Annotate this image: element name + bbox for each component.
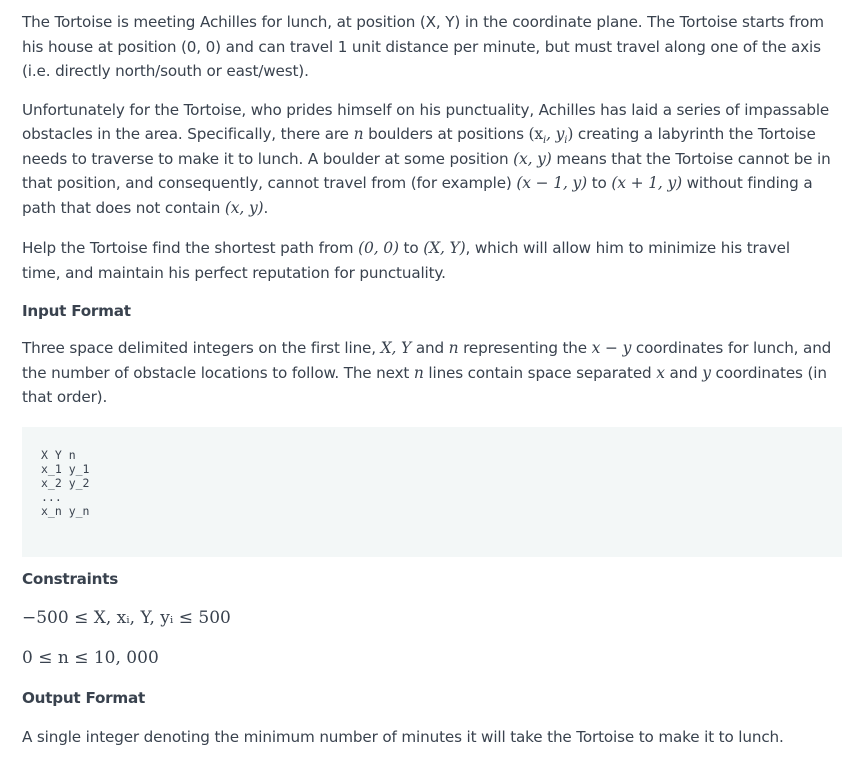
goal-text-b: , which will allow him to minimize his travel time, and maintain his perfect reputation for punctuality.: [22, 239, 790, 282]
math-sub-i: i: [564, 135, 568, 147]
math-sub-i: i: [543, 135, 547, 147]
obstacles-to-word: to: [587, 174, 612, 192]
obstacles-text-c: creating a labyrinth the Tortoise needs to traverse to make it to lunch. A boulder at some position: [22, 125, 816, 168]
math-xy: (x, y): [513, 149, 552, 168]
output-format-paragraph: A single integer denoting the minimum number of minutes it will take the Tortoise to make it to lunch.: [22, 727, 784, 746]
math-boulder-pos: [528, 125, 574, 147]
obstacles-text-b: boulders at positions: [363, 125, 529, 143]
math-from: (x − 1, y): [516, 174, 588, 192]
goal-to-word: to: [398, 239, 424, 257]
math-y: y: [702, 363, 711, 382]
constraint-coordinates: −500 ≤ X, xᵢ, Y, yᵢ ≤ 500: [22, 607, 231, 628]
output-format-heading: Output Format: [22, 688, 145, 707]
math-xy-caps: X, Y: [380, 339, 412, 357]
math-origin: (0, 0): [358, 239, 399, 257]
input-format-heading: Input Format: [22, 302, 131, 320]
constraints-heading: Constraints: [22, 569, 118, 588]
input-text-b: representing the: [458, 339, 592, 357]
input-and-word: and: [411, 339, 449, 357]
input-format-paragraph: [22, 336, 832, 410]
goal-text-a: Help the Tortoise find the shortest path from: [22, 239, 359, 257]
math-xy: (x, y): [224, 198, 264, 217]
obstacles-text-e: without finding a path that does not contain: [22, 174, 813, 217]
obstacles-text-f: .: [263, 198, 269, 217]
math-yi: , y: [546, 125, 565, 143]
obstacles-text-a: Unfortunately for the Tortoise, who prides himself on his punctuality, Achilles has laid a series of impassable obstacles in the area. Specifically, there are: [22, 100, 830, 143]
goal-paragraph: [22, 236, 832, 285]
math-target: (X, Y): [423, 239, 466, 257]
intro-paragraph: [22, 10, 832, 84]
input-text-a: Three space delimited integers on the first line,: [22, 339, 381, 357]
math-n: n: [448, 339, 459, 357]
constraint-n: 0 ≤ n ≤ 10, 000: [22, 647, 159, 668]
math-n: n: [413, 363, 424, 382]
math-x-minus-y: x − y: [591, 339, 632, 357]
math-n: n: [353, 125, 364, 143]
input-text-c: coordinates for lunch, and the number of obstacle locations to follow. The next: [22, 339, 832, 382]
math-to: (x + 1, y): [611, 174, 682, 192]
input-and-word: and: [664, 363, 703, 382]
input-format-code-block: X Y n x_1 y_1 x_2 y_2 ... x_n y_n: [22, 427, 842, 557]
math-close-paren: ): [567, 125, 574, 143]
obstacles-paragraph: [22, 98, 832, 221]
input-text-e: coordinates (in that order).: [22, 363, 827, 406]
math-xi: (x: [528, 125, 544, 143]
intro-text: The Tortoise is meeting Achilles for lunch, at position (X, Y) in the coordinate plane. The Tortoise starts from his house at position (0, 0) and can travel 1 unit distance per minute, but must travel along one of the axis (i.e. directly north/south or east/west).: [22, 13, 824, 80]
math-x: x: [656, 363, 665, 382]
obstacles-text-d: means that the Tortoise cannot be in that position, and consequently, cannot travel from (for example): [22, 149, 831, 192]
input-text-d: lines contain space separated: [423, 363, 657, 382]
